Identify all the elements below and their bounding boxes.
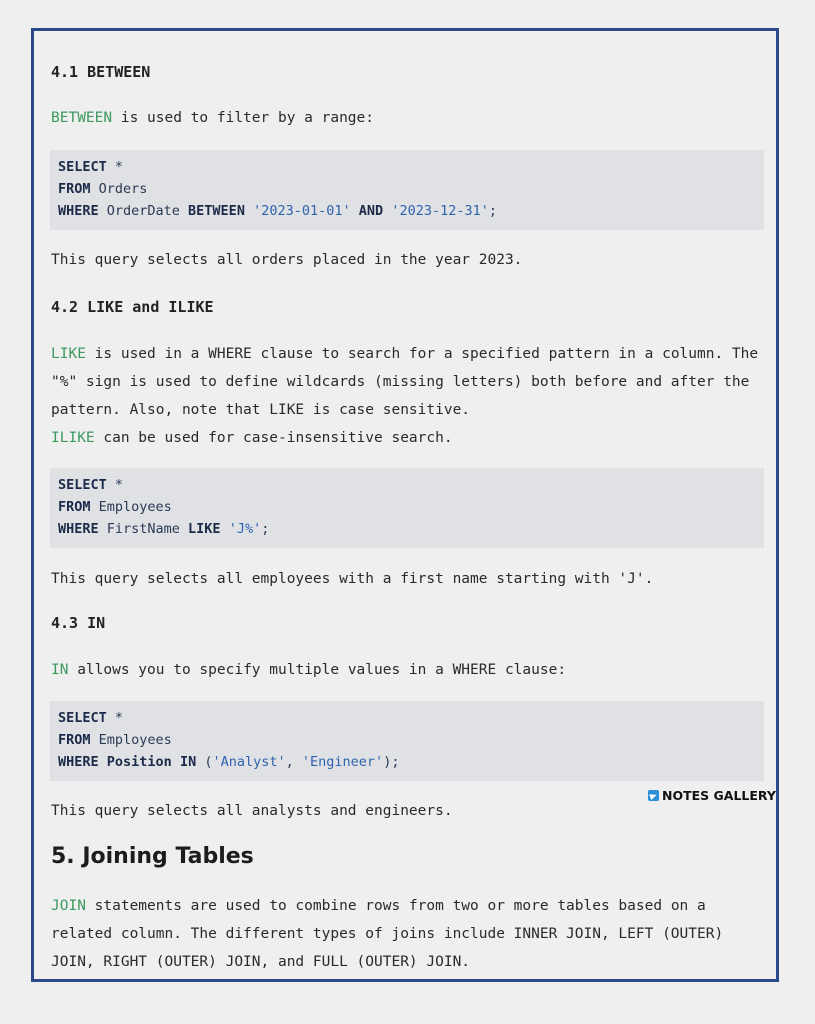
like-intro (51, 340, 766, 452)
code-line: SELECT * (58, 159, 124, 175)
section-heading-between: 4.1 BETWEEN (51, 63, 151, 81)
code-line: SELECT * (58, 710, 124, 726)
telegram-icon (648, 790, 659, 801)
section-heading-joining: 5. Joining Tables (51, 844, 254, 869)
section-heading-in: 4.3 IN (51, 614, 106, 632)
section-heading-like: 4.2 LIKE and ILIKE (51, 298, 214, 316)
like-outro: This query selects all employees with a first name starting with 'J'. (51, 571, 654, 587)
ilike-intro-text: can be used for case-insensitive search. (94, 430, 453, 446)
in-intro-text: allows you to specify multiple values in a WHERE clause: (68, 662, 567, 678)
ilike-keyword: ILIKE (51, 430, 95, 446)
joining-intro (51, 892, 766, 976)
like-intro-text: is used in a WHERE clause to search for a specified pattern in a column. The "%" sign is used to define wildcards (missing letters) both before and after the pattern. Also, note that LIKE is case sensitive. (51, 346, 759, 418)
code-line: WHERE Position IN ('Analyst', 'Engineer'); (58, 754, 400, 770)
code-line: WHERE OrderDate BETWEEN '2023-01-01' AND '2023-12-31'; (58, 203, 497, 219)
like-keyword: LIKE (51, 346, 86, 362)
code-line: FROM Employees (58, 499, 172, 515)
notes-gallery-watermark (648, 788, 776, 803)
between-outro: This query selects all orders placed in the year 2023. (51, 252, 523, 268)
code-block-in (50, 701, 764, 781)
code-line: FROM Orders (58, 181, 148, 197)
between-keyword: BETWEEN (51, 110, 113, 126)
code-line: FROM Employees (58, 732, 172, 748)
document-page (31, 28, 779, 982)
joining-intro-text: statements are used to combine rows from two or more tables based on a related column. The different types of joins include INNER JOIN, LEFT (OUTER) JOIN, RIGHT (OUTER) JOIN, and FULL (OUTER) JOIN. (51, 898, 724, 970)
code-block-between (50, 150, 764, 230)
join-keyword: JOIN (51, 898, 86, 914)
between-intro-text: is used to filter by a range: (112, 110, 375, 126)
code-line: WHERE FirstName LIKE 'J%'; (58, 521, 270, 537)
in-outro: This query selects all analysts and engineers. (51, 803, 453, 819)
code-block-like (50, 468, 764, 548)
code-line: SELECT * (58, 477, 124, 493)
in-intro (51, 656, 766, 684)
between-intro (51, 104, 766, 132)
in-keyword: IN (51, 662, 69, 678)
watermark-text: NOTES GALLERY (662, 788, 776, 803)
